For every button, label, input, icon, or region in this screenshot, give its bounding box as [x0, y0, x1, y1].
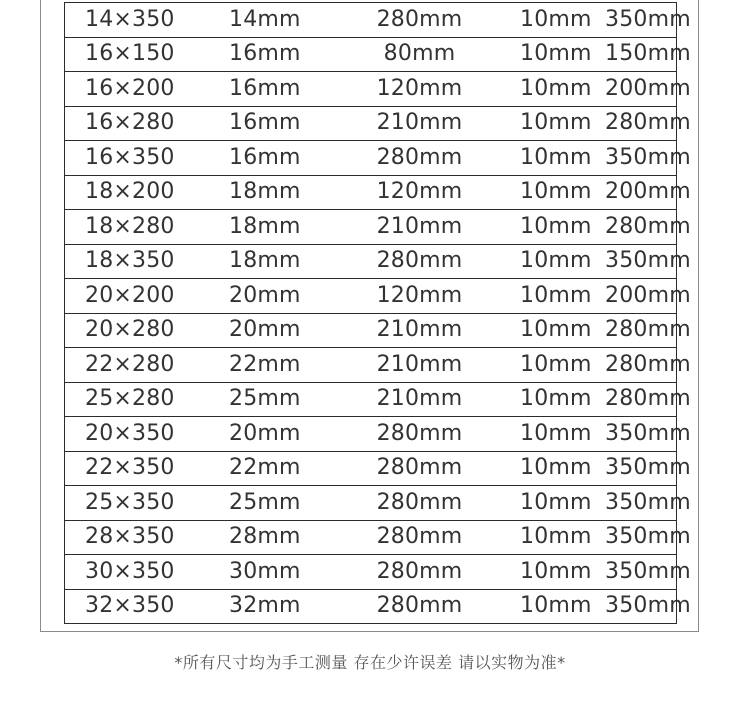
size-cell: 18×200	[65, 175, 228, 210]
length-b-cell: 280mm	[605, 348, 677, 383]
length-a-cell: 120mm	[347, 175, 510, 210]
table-row	[65, 175, 677, 210]
size-cell: 18×280	[65, 210, 228, 245]
size-cell: 32×350	[65, 589, 228, 624]
thickness-cell: 10mm	[510, 141, 605, 176]
length-b-cell: 350mm	[605, 3, 677, 38]
length-a-cell: 80mm	[347, 37, 510, 72]
table-row	[65, 486, 677, 521]
table-row	[65, 210, 677, 245]
length-a-cell: 210mm	[347, 313, 510, 348]
size-cell: 30×350	[65, 555, 228, 590]
table-row	[65, 72, 677, 107]
diameter-cell: 25mm	[227, 382, 347, 417]
length-a-cell: 280mm	[347, 141, 510, 176]
length-a-cell: 280mm	[347, 451, 510, 486]
table-row	[65, 555, 677, 590]
length-b-cell: 350mm	[605, 451, 677, 486]
length-b-cell: 150mm	[605, 37, 677, 72]
diameter-cell: 20mm	[227, 279, 347, 314]
length-a-cell: 280mm	[347, 555, 510, 590]
length-b-cell: 350mm	[605, 141, 677, 176]
diameter-cell: 18mm	[227, 175, 347, 210]
diameter-cell: 20mm	[227, 313, 347, 348]
diameter-cell: 28mm	[227, 520, 347, 555]
size-cell: 20×350	[65, 417, 228, 452]
diameter-cell: 25mm	[227, 486, 347, 521]
table-row	[65, 37, 677, 72]
thickness-cell: 10mm	[510, 417, 605, 452]
thickness-cell: 10mm	[510, 451, 605, 486]
thickness-cell: 10mm	[510, 72, 605, 107]
table-row	[65, 279, 677, 314]
length-b-cell: 280mm	[605, 210, 677, 245]
thickness-cell: 10mm	[510, 382, 605, 417]
table-row	[65, 348, 677, 383]
diameter-cell: 20mm	[227, 417, 347, 452]
size-cell: 16×280	[65, 106, 228, 141]
table-row	[65, 141, 677, 176]
length-a-cell: 280mm	[347, 589, 510, 624]
length-b-cell: 350mm	[605, 555, 677, 590]
table-row	[65, 244, 677, 279]
length-b-cell: 200mm	[605, 279, 677, 314]
length-a-cell: 280mm	[347, 417, 510, 452]
size-cell: 22×280	[65, 348, 228, 383]
length-b-cell: 200mm	[605, 175, 677, 210]
size-cell: 16×150	[65, 37, 228, 72]
length-a-cell: 210mm	[347, 382, 510, 417]
size-cell: 14×350	[65, 3, 228, 38]
thickness-cell: 10mm	[510, 486, 605, 521]
thickness-cell: 10mm	[510, 279, 605, 314]
thickness-cell: 10mm	[510, 313, 605, 348]
length-a-cell: 120mm	[347, 72, 510, 107]
length-a-cell: 210mm	[347, 210, 510, 245]
length-b-cell: 350mm	[605, 589, 677, 624]
footer-note: *所有尺寸均为手工测量 存在少许误差 请以实物为准*	[174, 653, 566, 672]
size-cell: 18×350	[65, 244, 228, 279]
thickness-cell: 10mm	[510, 244, 605, 279]
length-b-cell: 350mm	[605, 417, 677, 452]
table-row	[65, 589, 677, 624]
thickness-cell: 10mm	[510, 175, 605, 210]
length-a-cell: 280mm	[347, 520, 510, 555]
spec-table-body	[65, 3, 691, 624]
length-b-cell: 280mm	[605, 106, 677, 141]
length-b-cell: 280mm	[605, 313, 677, 348]
table-row	[65, 106, 677, 141]
size-cell: 16×350	[65, 141, 228, 176]
table-row	[65, 417, 677, 452]
length-a-cell: 280mm	[347, 244, 510, 279]
thickness-cell: 10mm	[510, 555, 605, 590]
diameter-cell: 22mm	[227, 451, 347, 486]
length-b-cell: 200mm	[605, 72, 677, 107]
thickness-cell: 10mm	[510, 3, 605, 38]
table-row	[65, 313, 677, 348]
length-b-cell: 350mm	[605, 486, 677, 521]
diameter-cell: 14mm	[227, 3, 347, 38]
diameter-cell: 16mm	[227, 141, 347, 176]
diameter-cell: 16mm	[227, 106, 347, 141]
size-cell: 22×350	[65, 451, 228, 486]
diameter-cell: 30mm	[227, 555, 347, 590]
diameter-cell: 16mm	[227, 72, 347, 107]
table-row	[65, 3, 677, 38]
length-a-cell: 280mm	[347, 3, 510, 38]
thickness-cell: 10mm	[510, 348, 605, 383]
length-b-cell: 350mm	[605, 244, 677, 279]
diameter-cell: 32mm	[227, 589, 347, 624]
length-b-cell: 280mm	[605, 382, 677, 417]
spec-table	[64, 2, 691, 624]
size-cell: 28×350	[65, 520, 228, 555]
size-cell: 20×200	[65, 279, 228, 314]
size-cell: 16×200	[65, 72, 228, 107]
thickness-cell: 10mm	[510, 589, 605, 624]
diameter-cell: 18mm	[227, 210, 347, 245]
table-row	[65, 382, 677, 417]
table-row	[65, 520, 677, 555]
length-a-cell: 280mm	[347, 486, 510, 521]
size-cell: 25×280	[65, 382, 228, 417]
size-cell: 20×280	[65, 313, 228, 348]
size-cell: 25×350	[65, 486, 228, 521]
length-a-cell: 210mm	[347, 106, 510, 141]
length-b-cell: 350mm	[605, 520, 677, 555]
thickness-cell: 10mm	[510, 520, 605, 555]
thickness-cell: 10mm	[510, 210, 605, 245]
diameter-cell: 16mm	[227, 37, 347, 72]
table-row	[65, 451, 677, 486]
thickness-cell: 10mm	[510, 106, 605, 141]
length-a-cell: 120mm	[347, 279, 510, 314]
diameter-cell: 22mm	[227, 348, 347, 383]
diameter-cell: 18mm	[227, 244, 347, 279]
length-a-cell: 210mm	[347, 348, 510, 383]
thickness-cell: 10mm	[510, 37, 605, 72]
